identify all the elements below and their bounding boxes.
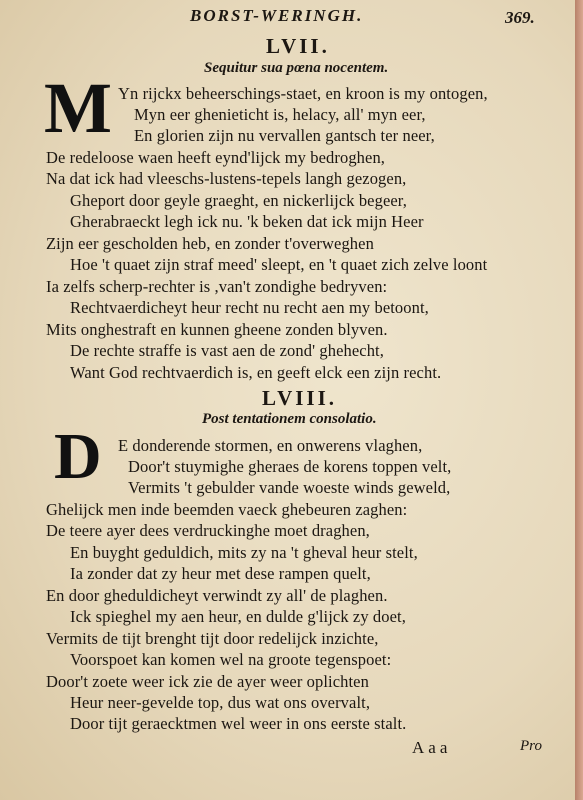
verse-line: De rechte straffe is vast aen de zond' ghehecht, [70, 341, 384, 360]
verse-line: Ghelijck men inde beemden vaeck ghebeuren zaghen: [46, 500, 408, 519]
drop-cap-d: D [54, 420, 102, 493]
poem-number-lvii: LVII. [266, 34, 330, 58]
verse-line: Gheport door geyle graeght, en nickerlijck begeer, [70, 191, 407, 210]
verse-line: En glorien zijn nu vervallen gantsch ter neer, [134, 126, 435, 145]
verse-line: En buyght geduldich, mits zy na 't gheval heur stelt, [70, 543, 418, 562]
drop-cap-m: M [44, 68, 112, 148]
verse-line: Vermits 't gebulder vande woeste winds geweld, [128, 478, 451, 497]
verse-line: Yn rijckx beheerschings-staet, en kroon is my ontogen, [118, 84, 488, 103]
verse-line: Rechtvaerdicheyt heur recht nu recht aen my betoont, [70, 298, 429, 317]
poem-motto-lvii: Sequitur sua pœna nocentem. [204, 60, 389, 76]
verse-line: Mits onghestraft en kunnen gheene zonden blyven. [46, 320, 388, 339]
verse-line: E donderende stormen, en onwerens vlaghen, [118, 436, 423, 455]
verse-line: Want God rechtvaerdich is, en geeft elck een zijn recht. [70, 363, 442, 382]
verse-line: Zijn eer gescholden heb, en zonder t'overweghen [46, 234, 374, 253]
bleed-through [527, 0, 567, 800]
catchword: Pro [520, 738, 542, 754]
verse-line: Myn eer ghenieticht is, helacy, all' myn eer, [134, 105, 426, 124]
signature-mark: Aaa [412, 738, 452, 757]
verse-line: Ick spieghel my aen heur, en dulde g'lijck zy doet, [70, 607, 406, 626]
verse-line: De teere ayer dees verdruckinghe moet draghen, [46, 521, 370, 540]
verse-line: En door gheduldicheyt verwindt zy all' de plaghen. [46, 586, 388, 605]
page-edge [575, 0, 583, 800]
verse-line: Door't zoete weer ick zie de ayer weer oplichten [46, 672, 369, 691]
verse-line: Gherabraeckt legh ick nu. 'k beken dat ick mijn Heer [70, 212, 424, 231]
verse-line: Vermits de tijt brenght tijt door redelijck inzichte, [46, 629, 379, 648]
poem-number-lviii: LVIII. [262, 386, 338, 410]
verse-line: Hoe 't quaet zijn straf meed' sleept, en 't quaet zich zelve loont [70, 255, 488, 274]
verse-line: Door't stuymighe gheraes de korens toppen velt, [128, 457, 452, 476]
verse-line: Na dat ick had vleeschs-lustens-tepels langh gezogen, [46, 169, 407, 188]
running-title: BORST-WERINGH. [190, 6, 364, 25]
verse-line: Voorspoet kan komen wel na groote tegenspoet: [70, 650, 392, 669]
verse-line: Door tijt geraecktmen wel weer in ons eerste stalt. [70, 714, 407, 733]
verse-line: Ia zonder dat zy heur met dese rampen quelt, [70, 564, 371, 583]
poem-motto-lviii: Post tentationem consolatio. [202, 411, 377, 427]
verse-line: Heur neer-gevelde top, dus wat ons overvalt, [70, 693, 371, 712]
verse-line: De redeloose waen heeft eynd'lijck my bedroghen, [46, 148, 386, 167]
page-number: 369. [505, 8, 535, 27]
verse-line: Ia zelfs scherp-rechter is ,van't zondighe bedryven: [46, 277, 388, 296]
